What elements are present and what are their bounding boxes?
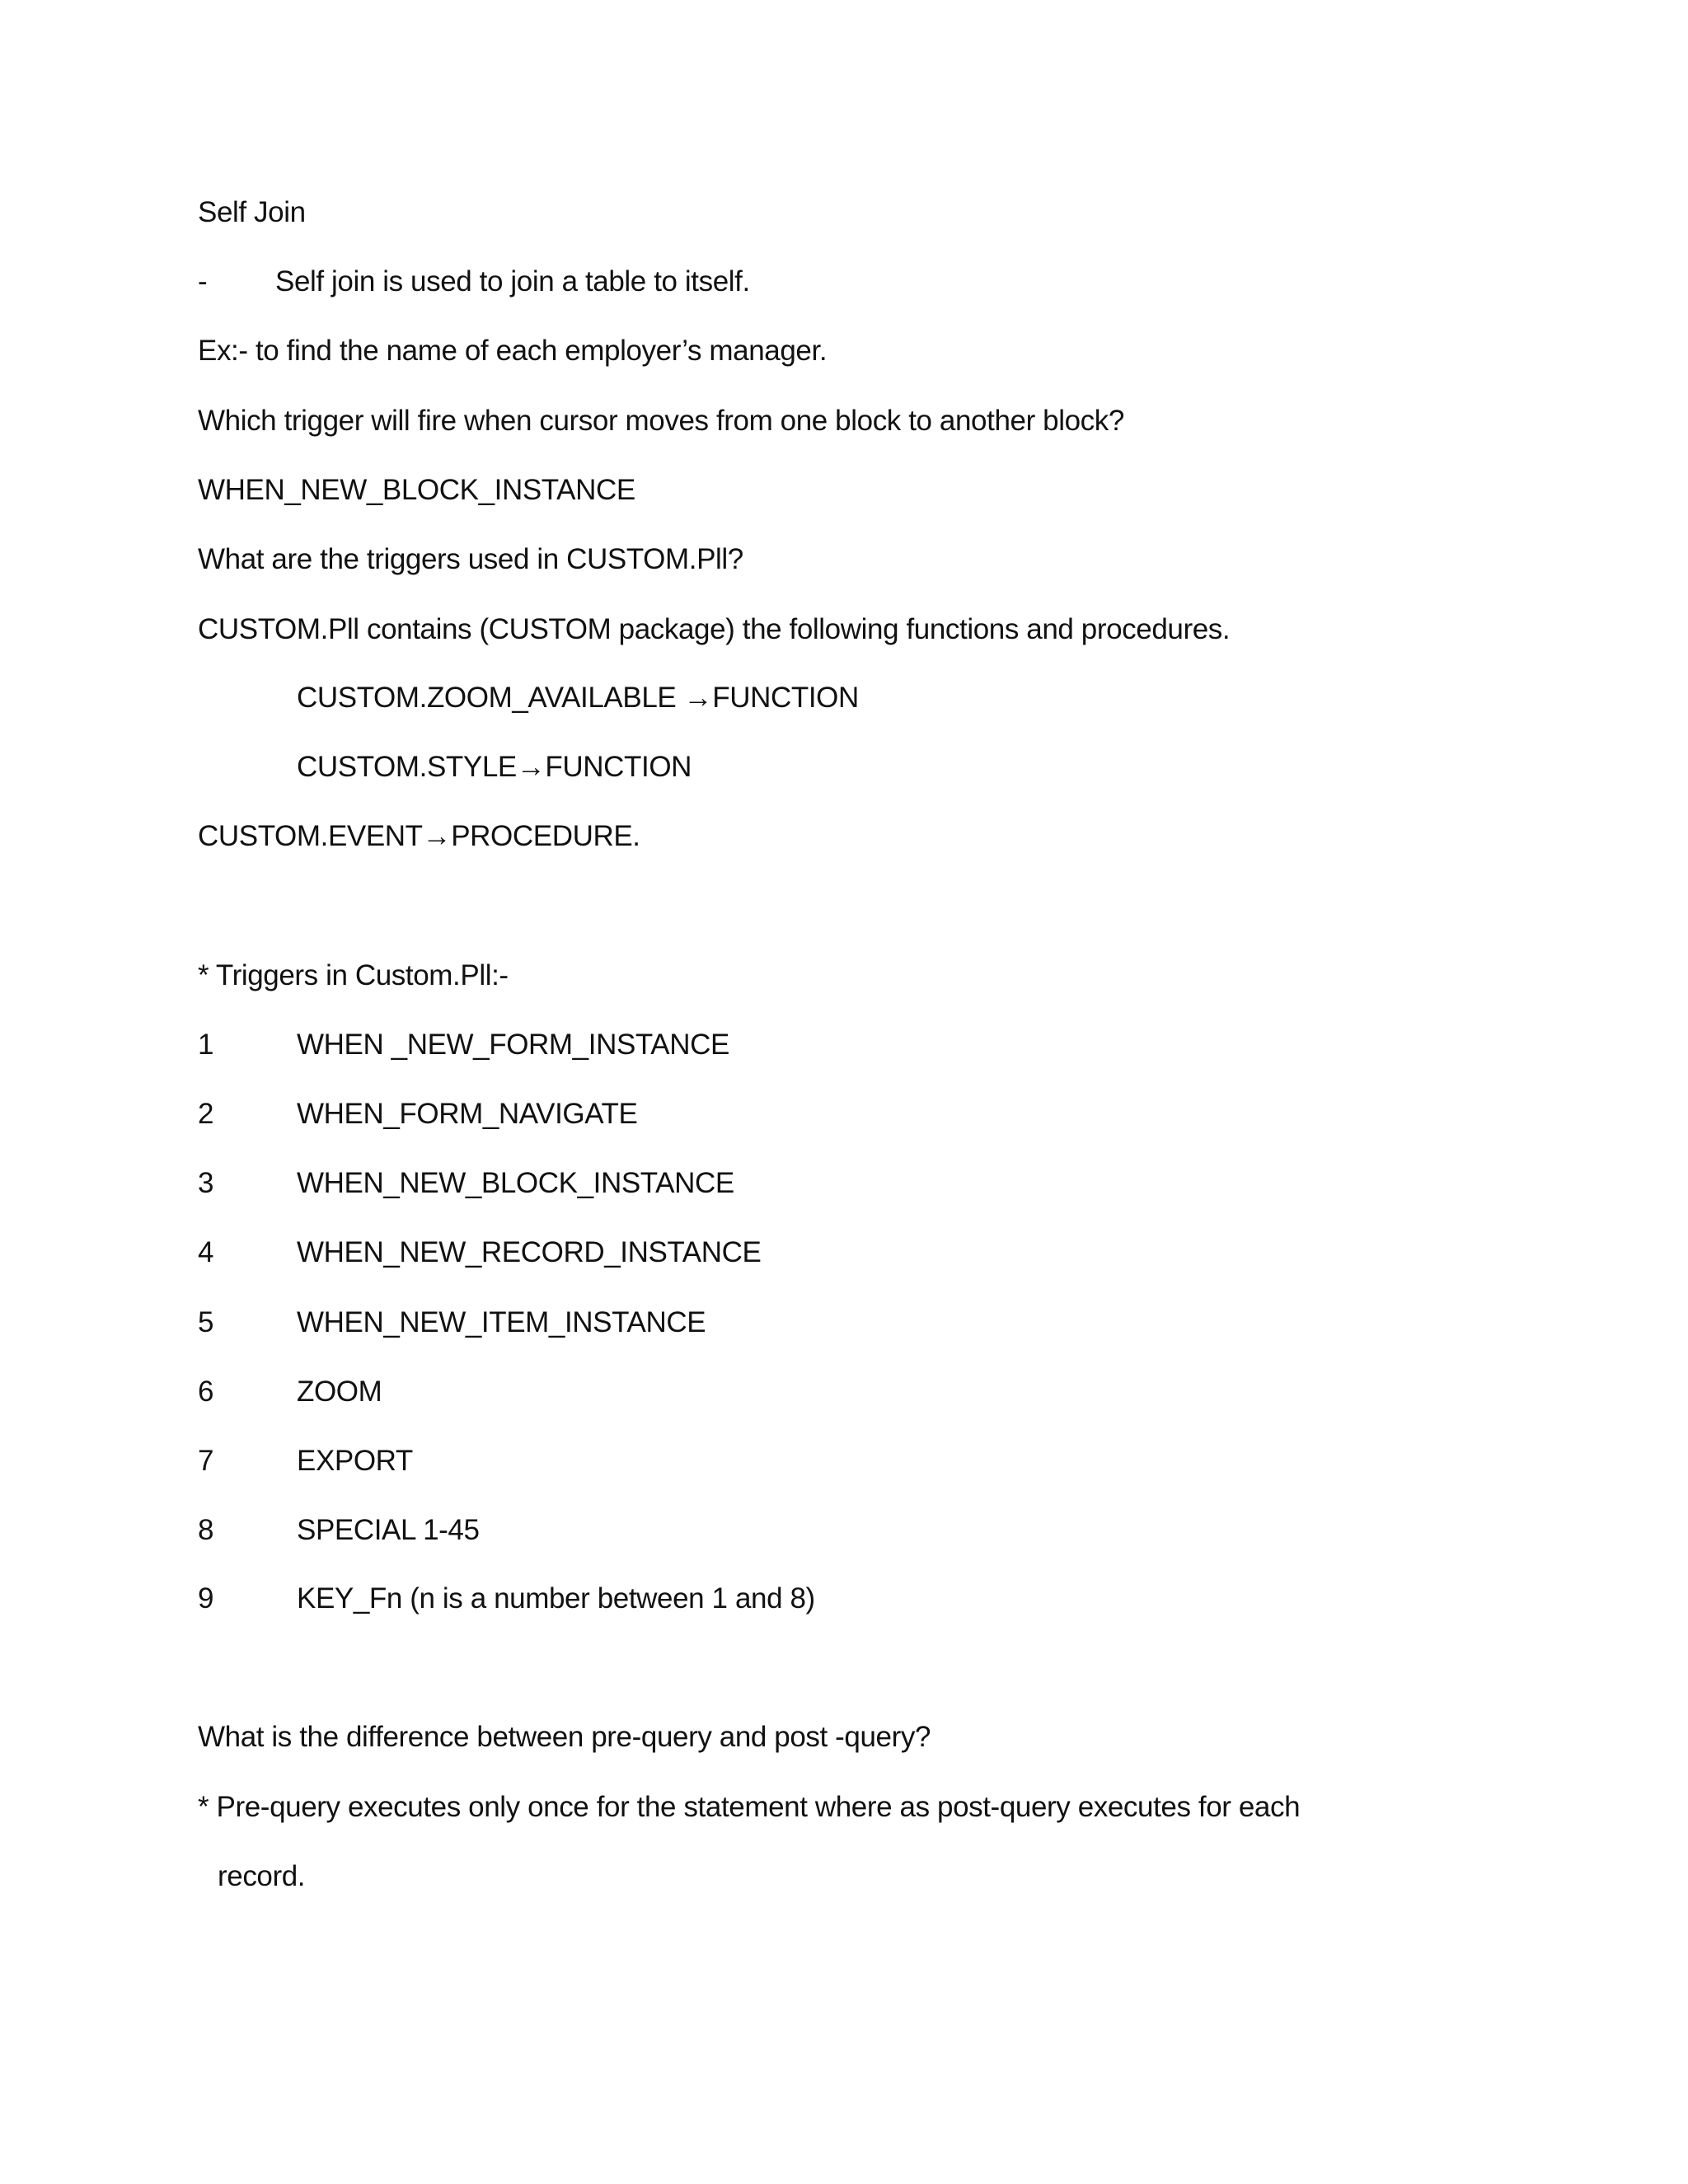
list-item-text: KEY_Fn (n is a number between 1 and 8) (297, 1582, 815, 1615)
list-item-text: ZOOM (297, 1376, 382, 1408)
list-item-text: WHEN_NEW_RECORD_INSTANCE (297, 1236, 762, 1268)
example-text: Ex:- to find the name of each employer’s manager. (198, 335, 828, 367)
answer-1: WHEN_NEW_BLOCK_INSTANCE (198, 474, 635, 506)
question-3: What is the difference between pre-query and post -query? (198, 1721, 931, 1753)
list-item-text: SPECIAL 1-45 (297, 1514, 480, 1546)
custom-item-zoom-available: CUSTOM.ZOOM_AVAILABLE →FUNCTION (297, 682, 859, 714)
list-item-number: 9 (198, 1582, 214, 1615)
list-item-number: 4 (198, 1236, 214, 1268)
list-item-text: WHEN _NEW_FORM_INSTANCE (297, 1029, 729, 1061)
question-1: Which trigger will fire when cursor moves from one block to another block? (198, 405, 1124, 437)
custom-item-style: CUSTOM.STYLE→FUNCTION (297, 751, 692, 783)
list-item-number: 7 (198, 1445, 214, 1477)
custom-item-event: CUSTOM.EVENT→PROCEDURE. (198, 820, 640, 852)
list-item-number: 8 (198, 1514, 214, 1546)
list-item-number: 2 (198, 1098, 214, 1130)
list-item-text: EXPORT (297, 1445, 413, 1477)
list-item-text: WHEN_NEW_ITEM_INSTANCE (297, 1306, 706, 1338)
list-item-text: WHEN_NEW_BLOCK_INSTANCE (297, 1167, 734, 1199)
answer-3-line-2: record. (218, 1860, 306, 1892)
list-item-number: 3 (198, 1167, 214, 1199)
triggers-heading: * Triggers in Custom.Pll:- (198, 959, 509, 991)
bullet-text: Self join is used to join a table to itself. (275, 265, 750, 298)
list-item-number: 6 (198, 1376, 214, 1408)
question-2: What are the triggers used in CUSTOM.Pll? (198, 543, 743, 575)
list-item-text: WHEN_FORM_NAVIGATE (297, 1098, 638, 1130)
list-item-number: 1 (198, 1029, 214, 1061)
section-heading: Self Join (198, 196, 306, 228)
answer-2-intro: CUSTOM.Pll contains (CUSTOM package) the following functions and procedures. (198, 613, 1231, 645)
list-item-number: 5 (198, 1306, 214, 1338)
bullet-marker: - (198, 265, 208, 298)
answer-3-line-1: * Pre-query executes only once for the statement where as post-query executes for each (198, 1791, 1301, 1823)
